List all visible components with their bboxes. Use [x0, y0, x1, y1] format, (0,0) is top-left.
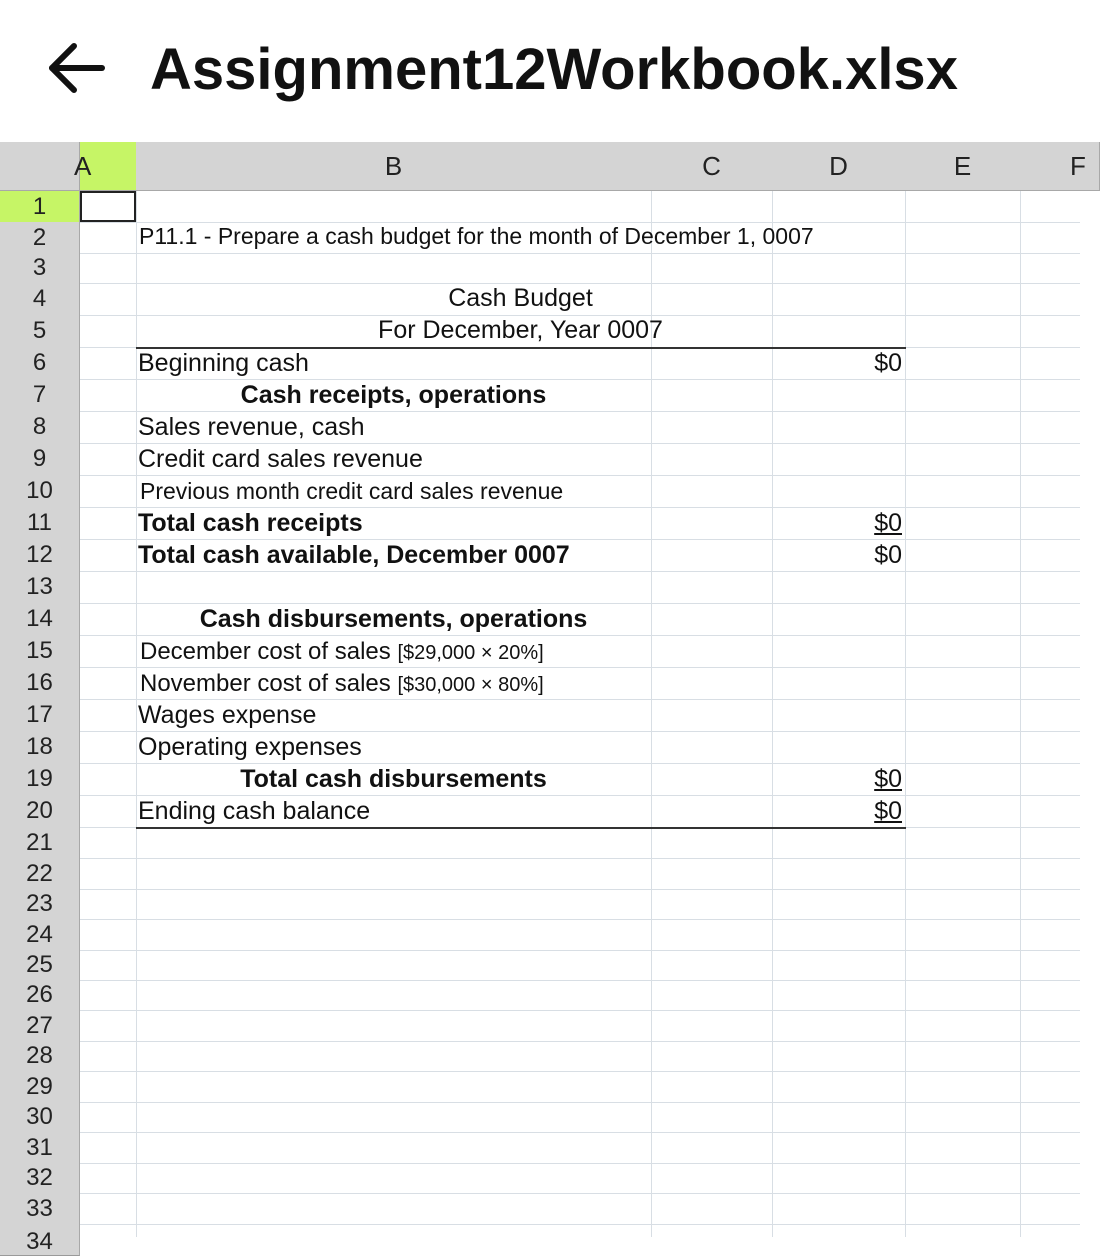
row-header[interactable]: 31 [0, 1132, 80, 1164]
ending-cash-value: $0 [874, 797, 902, 825]
row-header[interactable]: 9 [0, 443, 80, 476]
app-header [0, 0, 1080, 142]
total-disbursements-value: $0 [874, 765, 902, 793]
problem-statement: P11.1 - Prepare a cash budget for the month of December 1, 0007 [139, 223, 814, 249]
column-header-a[interactable]: A [80, 142, 137, 191]
row-header[interactable]: 14 [0, 603, 80, 636]
beginning-cash-value: $0 [874, 349, 902, 377]
row-header[interactable]: 15 [0, 635, 80, 668]
opex-label: Operating expenses [138, 733, 362, 761]
row-header[interactable]: 22 [0, 858, 80, 890]
dec-cost-note: [$29,000 × 20%] [397, 642, 544, 664]
sales-cash-label: Sales revenue, cash [138, 413, 365, 441]
nov-cost-label: November cost of sales [$30,000 × 80%] [140, 670, 544, 697]
row-header[interactable]: 26 [0, 980, 80, 1011]
selected-cell-a1[interactable] [80, 191, 136, 222]
row-header[interactable]: 21 [0, 827, 80, 859]
row-header[interactable]: 17 [0, 699, 80, 732]
row-header[interactable]: 29 [0, 1071, 80, 1103]
row-header[interactable]: 8 [0, 411, 80, 444]
back-button[interactable] [44, 40, 106, 96]
row-header[interactable]: 1 [0, 191, 80, 223]
total-available-value: $0 [874, 541, 902, 569]
row-header[interactable]: 4 [0, 283, 80, 316]
row-header[interactable]: 7 [0, 379, 80, 412]
row-header[interactable]: 20 [0, 795, 80, 828]
disbursements-heading: Cash disbursements, operations [199, 605, 588, 633]
row-header[interactable]: 30 [0, 1102, 80, 1133]
column-header-b[interactable]: B [136, 142, 652, 191]
spreadsheet-grid[interactable] [0, 142, 1086, 1255]
row-header[interactable]: 32 [0, 1163, 80, 1194]
total-receipts-value: $0 [874, 509, 902, 537]
total-receipts-label: Total cash receipts [138, 509, 363, 537]
ending-cash-label: Ending cash balance [138, 797, 371, 825]
beginning-cash-label: Beginning cash [138, 349, 309, 377]
row-header[interactable]: 28 [0, 1041, 80, 1072]
row-header[interactable]: 23 [0, 889, 80, 920]
prev-credit-label: Previous month credit card sales revenue [140, 478, 564, 504]
row-header[interactable]: 33 [0, 1193, 80, 1225]
row-header[interactable]: 3 [0, 253, 80, 284]
arrow-left-icon [44, 40, 106, 96]
row-header[interactable]: 5 [0, 315, 80, 348]
column-header-e[interactable]: E [905, 142, 1021, 191]
receipts-heading: Cash receipts, operations [240, 381, 547, 409]
bottom-rule [136, 827, 906, 829]
file-title: Assignment12Workbook.xlsx [150, 37, 958, 102]
row-header[interactable]: 11 [0, 507, 80, 540]
wages-label: Wages expense [138, 701, 317, 729]
row-header[interactable]: 10 [0, 475, 80, 508]
column-header-d[interactable]: D [772, 142, 906, 191]
row-header[interactable]: 16 [0, 667, 80, 700]
row-header[interactable]: 2 [0, 222, 80, 254]
row-header[interactable]: 25 [0, 950, 80, 981]
budget-period: For December, Year 0007 [378, 316, 663, 344]
row-header[interactable]: 19 [0, 763, 80, 796]
row-header[interactable]: 6 [0, 347, 80, 380]
row-header[interactable]: 34 [0, 1224, 80, 1256]
select-all-corner[interactable] [0, 142, 80, 191]
row-header[interactable]: 12 [0, 539, 80, 572]
total-disbursements-label: Total cash disbursements [240, 765, 547, 793]
total-available-label: Total cash available, December 0007 [138, 541, 570, 569]
nov-cost-note: [$30,000 × 80%] [397, 674, 544, 696]
row-header[interactable]: 24 [0, 919, 80, 951]
budget-title: Cash Budget [448, 284, 593, 312]
row-header[interactable]: 13 [0, 571, 80, 604]
column-header-f[interactable]: F [1020, 142, 1100, 191]
credit-sales-label: Credit card sales revenue [138, 445, 423, 473]
row-header[interactable]: 27 [0, 1010, 80, 1042]
dec-cost-label: December cost of sales [$29,000 × 20%] [140, 638, 544, 665]
column-header-c[interactable]: C [651, 142, 773, 191]
row-header[interactable]: 18 [0, 731, 80, 764]
